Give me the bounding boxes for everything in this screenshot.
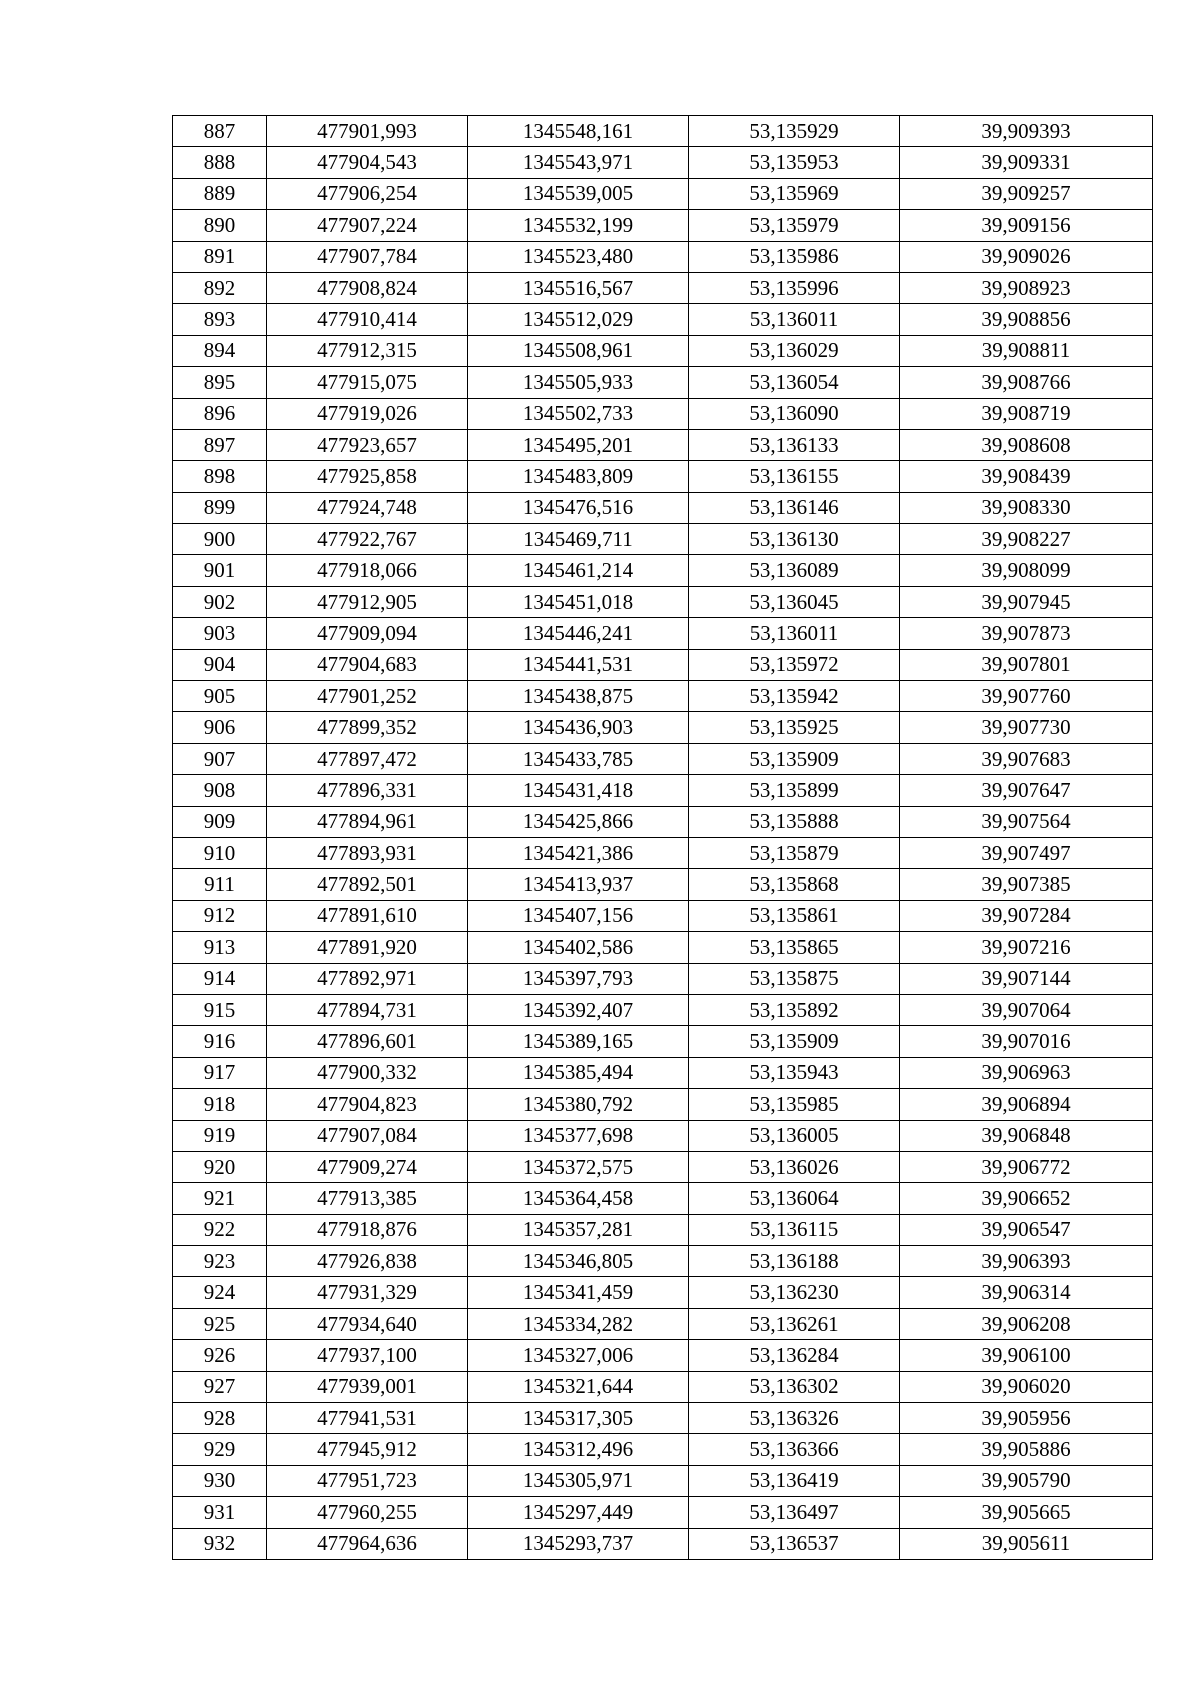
latitude-cell: 53,136029	[689, 335, 900, 366]
y-coordinate-cell: 1345512,029	[468, 304, 689, 335]
point-number-cell: 910	[173, 837, 267, 868]
table-row	[173, 1528, 1153, 1559]
point-number-cell: 917	[173, 1057, 267, 1088]
x-coordinate-cell: 477891,920	[267, 932, 468, 963]
table-row	[173, 335, 1153, 366]
point-number-cell: 899	[173, 492, 267, 523]
table-row	[173, 994, 1153, 1025]
longitude-cell: 39,906894	[900, 1089, 1153, 1120]
latitude-cell: 53,135888	[689, 806, 900, 837]
y-coordinate-cell: 1345441,531	[468, 649, 689, 680]
table-row	[173, 272, 1153, 303]
longitude-cell: 39,907564	[900, 806, 1153, 837]
point-number-cell: 925	[173, 1308, 267, 1339]
y-coordinate-cell: 1345461,214	[468, 555, 689, 586]
y-coordinate-cell: 1345389,165	[468, 1026, 689, 1057]
longitude-cell: 39,906963	[900, 1057, 1153, 1088]
latitude-cell: 53,136326	[689, 1403, 900, 1434]
y-coordinate-cell: 1345402,586	[468, 932, 689, 963]
table-row	[173, 429, 1153, 460]
longitude-cell: 39,905956	[900, 1403, 1153, 1434]
latitude-cell: 53,135875	[689, 963, 900, 994]
x-coordinate-cell: 477896,601	[267, 1026, 468, 1057]
longitude-cell: 39,905886	[900, 1434, 1153, 1465]
latitude-cell: 53,135996	[689, 272, 900, 303]
longitude-cell: 39,908099	[900, 555, 1153, 586]
point-number-cell: 912	[173, 900, 267, 931]
latitude-cell: 53,135865	[689, 932, 900, 963]
y-coordinate-cell: 1345377,698	[468, 1120, 689, 1151]
x-coordinate-cell: 477907,784	[267, 241, 468, 272]
y-coordinate-cell: 1345364,458	[468, 1183, 689, 1214]
latitude-cell: 53,136005	[689, 1120, 900, 1151]
x-coordinate-cell: 477907,224	[267, 210, 468, 241]
point-number-cell: 931	[173, 1497, 267, 1528]
point-number-cell: 911	[173, 869, 267, 900]
point-number-cell: 919	[173, 1120, 267, 1151]
longitude-cell: 39,907945	[900, 586, 1153, 617]
x-coordinate-cell: 477918,066	[267, 555, 468, 586]
longitude-cell: 39,906393	[900, 1246, 1153, 1277]
longitude-cell: 39,907873	[900, 618, 1153, 649]
point-number-cell: 918	[173, 1089, 267, 1120]
table-row	[173, 1120, 1153, 1151]
table-row	[173, 492, 1153, 523]
x-coordinate-cell: 477901,993	[267, 116, 468, 147]
longitude-cell: 39,907801	[900, 649, 1153, 680]
x-coordinate-cell: 477923,657	[267, 429, 468, 460]
y-coordinate-cell: 1345305,971	[468, 1465, 689, 1496]
y-coordinate-cell: 1345421,386	[468, 837, 689, 868]
y-coordinate-cell: 1345380,792	[468, 1089, 689, 1120]
longitude-cell: 39,907385	[900, 869, 1153, 900]
longitude-cell: 39,908719	[900, 398, 1153, 429]
x-coordinate-cell: 477908,824	[267, 272, 468, 303]
y-coordinate-cell: 1345446,241	[468, 618, 689, 649]
point-number-cell: 913	[173, 932, 267, 963]
longitude-cell: 39,908227	[900, 524, 1153, 555]
x-coordinate-cell: 477931,329	[267, 1277, 468, 1308]
y-coordinate-cell: 1345341,459	[468, 1277, 689, 1308]
longitude-cell: 39,907216	[900, 932, 1153, 963]
y-coordinate-cell: 1345312,496	[468, 1434, 689, 1465]
longitude-cell: 39,906100	[900, 1340, 1153, 1371]
latitude-cell: 53,136146	[689, 492, 900, 523]
point-number-cell: 890	[173, 210, 267, 241]
y-coordinate-cell: 1345407,156	[468, 900, 689, 931]
x-coordinate-cell: 477909,094	[267, 618, 468, 649]
coordinates-table-body	[173, 116, 1153, 1560]
y-coordinate-cell: 1345297,449	[468, 1497, 689, 1528]
point-number-cell: 892	[173, 272, 267, 303]
table-row	[173, 1277, 1153, 1308]
table-row	[173, 304, 1153, 335]
x-coordinate-cell: 477939,001	[267, 1371, 468, 1402]
longitude-cell: 39,909156	[900, 210, 1153, 241]
y-coordinate-cell: 1345516,567	[468, 272, 689, 303]
y-coordinate-cell: 1345523,480	[468, 241, 689, 272]
latitude-cell: 53,136011	[689, 618, 900, 649]
x-coordinate-cell: 477897,472	[267, 743, 468, 774]
y-coordinate-cell: 1345532,199	[468, 210, 689, 241]
longitude-cell: 39,906208	[900, 1308, 1153, 1339]
table-row	[173, 1057, 1153, 1088]
longitude-cell: 39,907016	[900, 1026, 1153, 1057]
y-coordinate-cell: 1345372,575	[468, 1151, 689, 1182]
x-coordinate-cell: 477913,385	[267, 1183, 468, 1214]
table-row	[173, 1340, 1153, 1371]
latitude-cell: 53,136054	[689, 367, 900, 398]
y-coordinate-cell: 1345321,644	[468, 1371, 689, 1402]
y-coordinate-cell: 1345317,305	[468, 1403, 689, 1434]
latitude-cell: 53,136133	[689, 429, 900, 460]
x-coordinate-cell: 477893,931	[267, 837, 468, 868]
longitude-cell: 39,907760	[900, 681, 1153, 712]
y-coordinate-cell: 1345346,805	[468, 1246, 689, 1277]
latitude-cell: 53,135861	[689, 900, 900, 931]
longitude-cell: 39,905665	[900, 1497, 1153, 1528]
y-coordinate-cell: 1345476,516	[468, 492, 689, 523]
longitude-cell: 39,906547	[900, 1214, 1153, 1245]
longitude-cell: 39,906772	[900, 1151, 1153, 1182]
point-number-cell: 889	[173, 178, 267, 209]
y-coordinate-cell: 1345392,407	[468, 994, 689, 1025]
longitude-cell: 39,907683	[900, 743, 1153, 774]
longitude-cell: 39,909026	[900, 241, 1153, 272]
latitude-cell: 53,135972	[689, 649, 900, 680]
y-coordinate-cell: 1345385,494	[468, 1057, 689, 1088]
longitude-cell: 39,907284	[900, 900, 1153, 931]
x-coordinate-cell: 477912,905	[267, 586, 468, 617]
x-coordinate-cell: 477924,748	[267, 492, 468, 523]
longitude-cell: 39,907144	[900, 963, 1153, 994]
point-number-cell: 898	[173, 461, 267, 492]
latitude-cell: 53,135909	[689, 1026, 900, 1057]
table-row	[173, 147, 1153, 178]
point-number-cell: 920	[173, 1151, 267, 1182]
point-number-cell: 902	[173, 586, 267, 617]
table-row	[173, 775, 1153, 806]
x-coordinate-cell: 477892,501	[267, 869, 468, 900]
latitude-cell: 53,136045	[689, 586, 900, 617]
point-number-cell: 907	[173, 743, 267, 774]
table-row	[173, 1308, 1153, 1339]
y-coordinate-cell: 1345397,793	[468, 963, 689, 994]
longitude-cell: 39,906314	[900, 1277, 1153, 1308]
point-number-cell: 894	[173, 335, 267, 366]
table-row	[173, 649, 1153, 680]
point-number-cell: 905	[173, 681, 267, 712]
table-row	[173, 806, 1153, 837]
table-row	[173, 900, 1153, 931]
point-number-cell: 926	[173, 1340, 267, 1371]
y-coordinate-cell: 1345543,971	[468, 147, 689, 178]
longitude-cell: 39,906848	[900, 1120, 1153, 1151]
table-row	[173, 367, 1153, 398]
table-row	[173, 1151, 1153, 1182]
point-number-cell: 927	[173, 1371, 267, 1402]
latitude-cell: 53,135909	[689, 743, 900, 774]
x-coordinate-cell: 477926,838	[267, 1246, 468, 1277]
x-coordinate-cell: 477899,352	[267, 712, 468, 743]
x-coordinate-cell: 477912,315	[267, 335, 468, 366]
x-coordinate-cell: 477900,332	[267, 1057, 468, 1088]
longitude-cell: 39,906652	[900, 1183, 1153, 1214]
latitude-cell: 53,136302	[689, 1371, 900, 1402]
x-coordinate-cell: 477906,254	[267, 178, 468, 209]
longitude-cell: 39,909257	[900, 178, 1153, 209]
x-coordinate-cell: 477945,912	[267, 1434, 468, 1465]
table-row	[173, 712, 1153, 743]
point-number-cell: 922	[173, 1214, 267, 1245]
longitude-cell: 39,908330	[900, 492, 1153, 523]
table-row	[173, 555, 1153, 586]
latitude-cell: 53,136089	[689, 555, 900, 586]
point-number-cell: 915	[173, 994, 267, 1025]
latitude-cell: 53,136497	[689, 1497, 900, 1528]
latitude-cell: 53,135929	[689, 116, 900, 147]
point-number-cell: 923	[173, 1246, 267, 1277]
latitude-cell: 53,135943	[689, 1057, 900, 1088]
longitude-cell: 39,907064	[900, 994, 1153, 1025]
table-row	[173, 869, 1153, 900]
longitude-cell: 39,908766	[900, 367, 1153, 398]
point-number-cell: 888	[173, 147, 267, 178]
point-number-cell: 924	[173, 1277, 267, 1308]
table-row	[173, 963, 1153, 994]
y-coordinate-cell: 1345425,866	[468, 806, 689, 837]
latitude-cell: 53,135899	[689, 775, 900, 806]
longitude-cell: 39,908923	[900, 272, 1153, 303]
latitude-cell: 53,136026	[689, 1151, 900, 1182]
x-coordinate-cell: 477960,255	[267, 1497, 468, 1528]
table-row	[173, 1434, 1153, 1465]
point-number-cell: 909	[173, 806, 267, 837]
point-number-cell: 891	[173, 241, 267, 272]
y-coordinate-cell: 1345469,711	[468, 524, 689, 555]
latitude-cell: 53,136537	[689, 1528, 900, 1559]
longitude-cell: 39,908439	[900, 461, 1153, 492]
y-coordinate-cell: 1345334,282	[468, 1308, 689, 1339]
y-coordinate-cell: 1345431,418	[468, 775, 689, 806]
latitude-cell: 53,136064	[689, 1183, 900, 1214]
longitude-cell: 39,909393	[900, 116, 1153, 147]
longitude-cell: 39,908608	[900, 429, 1153, 460]
y-coordinate-cell: 1345433,785	[468, 743, 689, 774]
y-coordinate-cell: 1345483,809	[468, 461, 689, 492]
latitude-cell: 53,135942	[689, 681, 900, 712]
table-row	[173, 1089, 1153, 1120]
y-coordinate-cell: 1345495,201	[468, 429, 689, 460]
latitude-cell: 53,135969	[689, 178, 900, 209]
table-row	[173, 398, 1153, 429]
point-number-cell: 932	[173, 1528, 267, 1559]
point-number-cell: 928	[173, 1403, 267, 1434]
y-coordinate-cell: 1345548,161	[468, 116, 689, 147]
table-row	[173, 210, 1153, 241]
table-row	[173, 1214, 1153, 1245]
latitude-cell: 53,135986	[689, 241, 900, 272]
y-coordinate-cell: 1345539,005	[468, 178, 689, 209]
y-coordinate-cell: 1345413,937	[468, 869, 689, 900]
latitude-cell: 53,135868	[689, 869, 900, 900]
latitude-cell: 53,136155	[689, 461, 900, 492]
longitude-cell: 39,905790	[900, 1465, 1153, 1496]
x-coordinate-cell: 477901,252	[267, 681, 468, 712]
x-coordinate-cell: 477918,876	[267, 1214, 468, 1245]
point-number-cell: 921	[173, 1183, 267, 1214]
y-coordinate-cell: 1345438,875	[468, 681, 689, 712]
x-coordinate-cell: 477904,683	[267, 649, 468, 680]
point-number-cell: 929	[173, 1434, 267, 1465]
table-row	[173, 618, 1153, 649]
latitude-cell: 53,136115	[689, 1214, 900, 1245]
longitude-cell: 39,908856	[900, 304, 1153, 335]
longitude-cell: 39,905611	[900, 1528, 1153, 1559]
latitude-cell: 53,136284	[689, 1340, 900, 1371]
point-number-cell: 893	[173, 304, 267, 335]
table-row	[173, 932, 1153, 963]
x-coordinate-cell: 477915,075	[267, 367, 468, 398]
point-number-cell: 903	[173, 618, 267, 649]
latitude-cell: 53,135985	[689, 1089, 900, 1120]
y-coordinate-cell: 1345502,733	[468, 398, 689, 429]
point-number-cell: 916	[173, 1026, 267, 1057]
longitude-cell: 39,906020	[900, 1371, 1153, 1402]
latitude-cell: 53,136261	[689, 1308, 900, 1339]
table-row	[173, 116, 1153, 147]
table-row	[173, 1403, 1153, 1434]
table-row	[173, 1026, 1153, 1057]
x-coordinate-cell: 477894,961	[267, 806, 468, 837]
y-coordinate-cell: 1345505,933	[468, 367, 689, 398]
latitude-cell: 53,135925	[689, 712, 900, 743]
x-coordinate-cell: 477896,331	[267, 775, 468, 806]
table-row	[173, 1497, 1153, 1528]
y-coordinate-cell: 1345508,961	[468, 335, 689, 366]
y-coordinate-cell: 1345357,281	[468, 1214, 689, 1245]
table-row	[173, 1465, 1153, 1496]
point-number-cell: 896	[173, 398, 267, 429]
table-row	[173, 1246, 1153, 1277]
point-number-cell: 914	[173, 963, 267, 994]
longitude-cell: 39,909331	[900, 147, 1153, 178]
point-number-cell: 906	[173, 712, 267, 743]
x-coordinate-cell: 477891,610	[267, 900, 468, 931]
latitude-cell: 53,136130	[689, 524, 900, 555]
table-row	[173, 743, 1153, 774]
table-row	[173, 1371, 1153, 1402]
x-coordinate-cell: 477892,971	[267, 963, 468, 994]
table-row	[173, 241, 1153, 272]
latitude-cell: 53,135879	[689, 837, 900, 868]
x-coordinate-cell: 477937,100	[267, 1340, 468, 1371]
x-coordinate-cell: 477907,084	[267, 1120, 468, 1151]
latitude-cell: 53,135979	[689, 210, 900, 241]
x-coordinate-cell: 477904,823	[267, 1089, 468, 1120]
point-number-cell: 930	[173, 1465, 267, 1496]
x-coordinate-cell: 477925,858	[267, 461, 468, 492]
y-coordinate-cell: 1345451,018	[468, 586, 689, 617]
table-row	[173, 1183, 1153, 1214]
x-coordinate-cell: 477964,636	[267, 1528, 468, 1559]
latitude-cell: 53,136188	[689, 1246, 900, 1277]
x-coordinate-cell: 477934,640	[267, 1308, 468, 1339]
x-coordinate-cell: 477919,026	[267, 398, 468, 429]
table-row	[173, 524, 1153, 555]
latitude-cell: 53,135953	[689, 147, 900, 178]
latitude-cell: 53,136090	[689, 398, 900, 429]
table-row	[173, 837, 1153, 868]
table-row	[173, 178, 1153, 209]
longitude-cell: 39,907497	[900, 837, 1153, 868]
x-coordinate-cell: 477909,274	[267, 1151, 468, 1182]
point-number-cell: 887	[173, 116, 267, 147]
x-coordinate-cell: 477941,531	[267, 1403, 468, 1434]
point-number-cell: 900	[173, 524, 267, 555]
longitude-cell: 39,907647	[900, 775, 1153, 806]
point-number-cell: 901	[173, 555, 267, 586]
point-number-cell: 908	[173, 775, 267, 806]
x-coordinate-cell: 477904,543	[267, 147, 468, 178]
latitude-cell: 53,136011	[689, 304, 900, 335]
latitude-cell: 53,136230	[689, 1277, 900, 1308]
x-coordinate-cell: 477894,731	[267, 994, 468, 1025]
x-coordinate-cell: 477922,767	[267, 524, 468, 555]
table-row	[173, 681, 1153, 712]
longitude-cell: 39,907730	[900, 712, 1153, 743]
y-coordinate-cell: 1345436,903	[468, 712, 689, 743]
latitude-cell: 53,136419	[689, 1465, 900, 1496]
y-coordinate-cell: 1345327,006	[468, 1340, 689, 1371]
point-number-cell: 895	[173, 367, 267, 398]
latitude-cell: 53,136366	[689, 1434, 900, 1465]
latitude-cell: 53,135892	[689, 994, 900, 1025]
point-number-cell: 897	[173, 429, 267, 460]
point-number-cell: 904	[173, 649, 267, 680]
longitude-cell: 39,908811	[900, 335, 1153, 366]
y-coordinate-cell: 1345293,737	[468, 1528, 689, 1559]
coordinates-table	[172, 115, 1153, 1560]
table-row	[173, 586, 1153, 617]
x-coordinate-cell: 477910,414	[267, 304, 468, 335]
x-coordinate-cell: 477951,723	[267, 1465, 468, 1496]
table-row	[173, 461, 1153, 492]
